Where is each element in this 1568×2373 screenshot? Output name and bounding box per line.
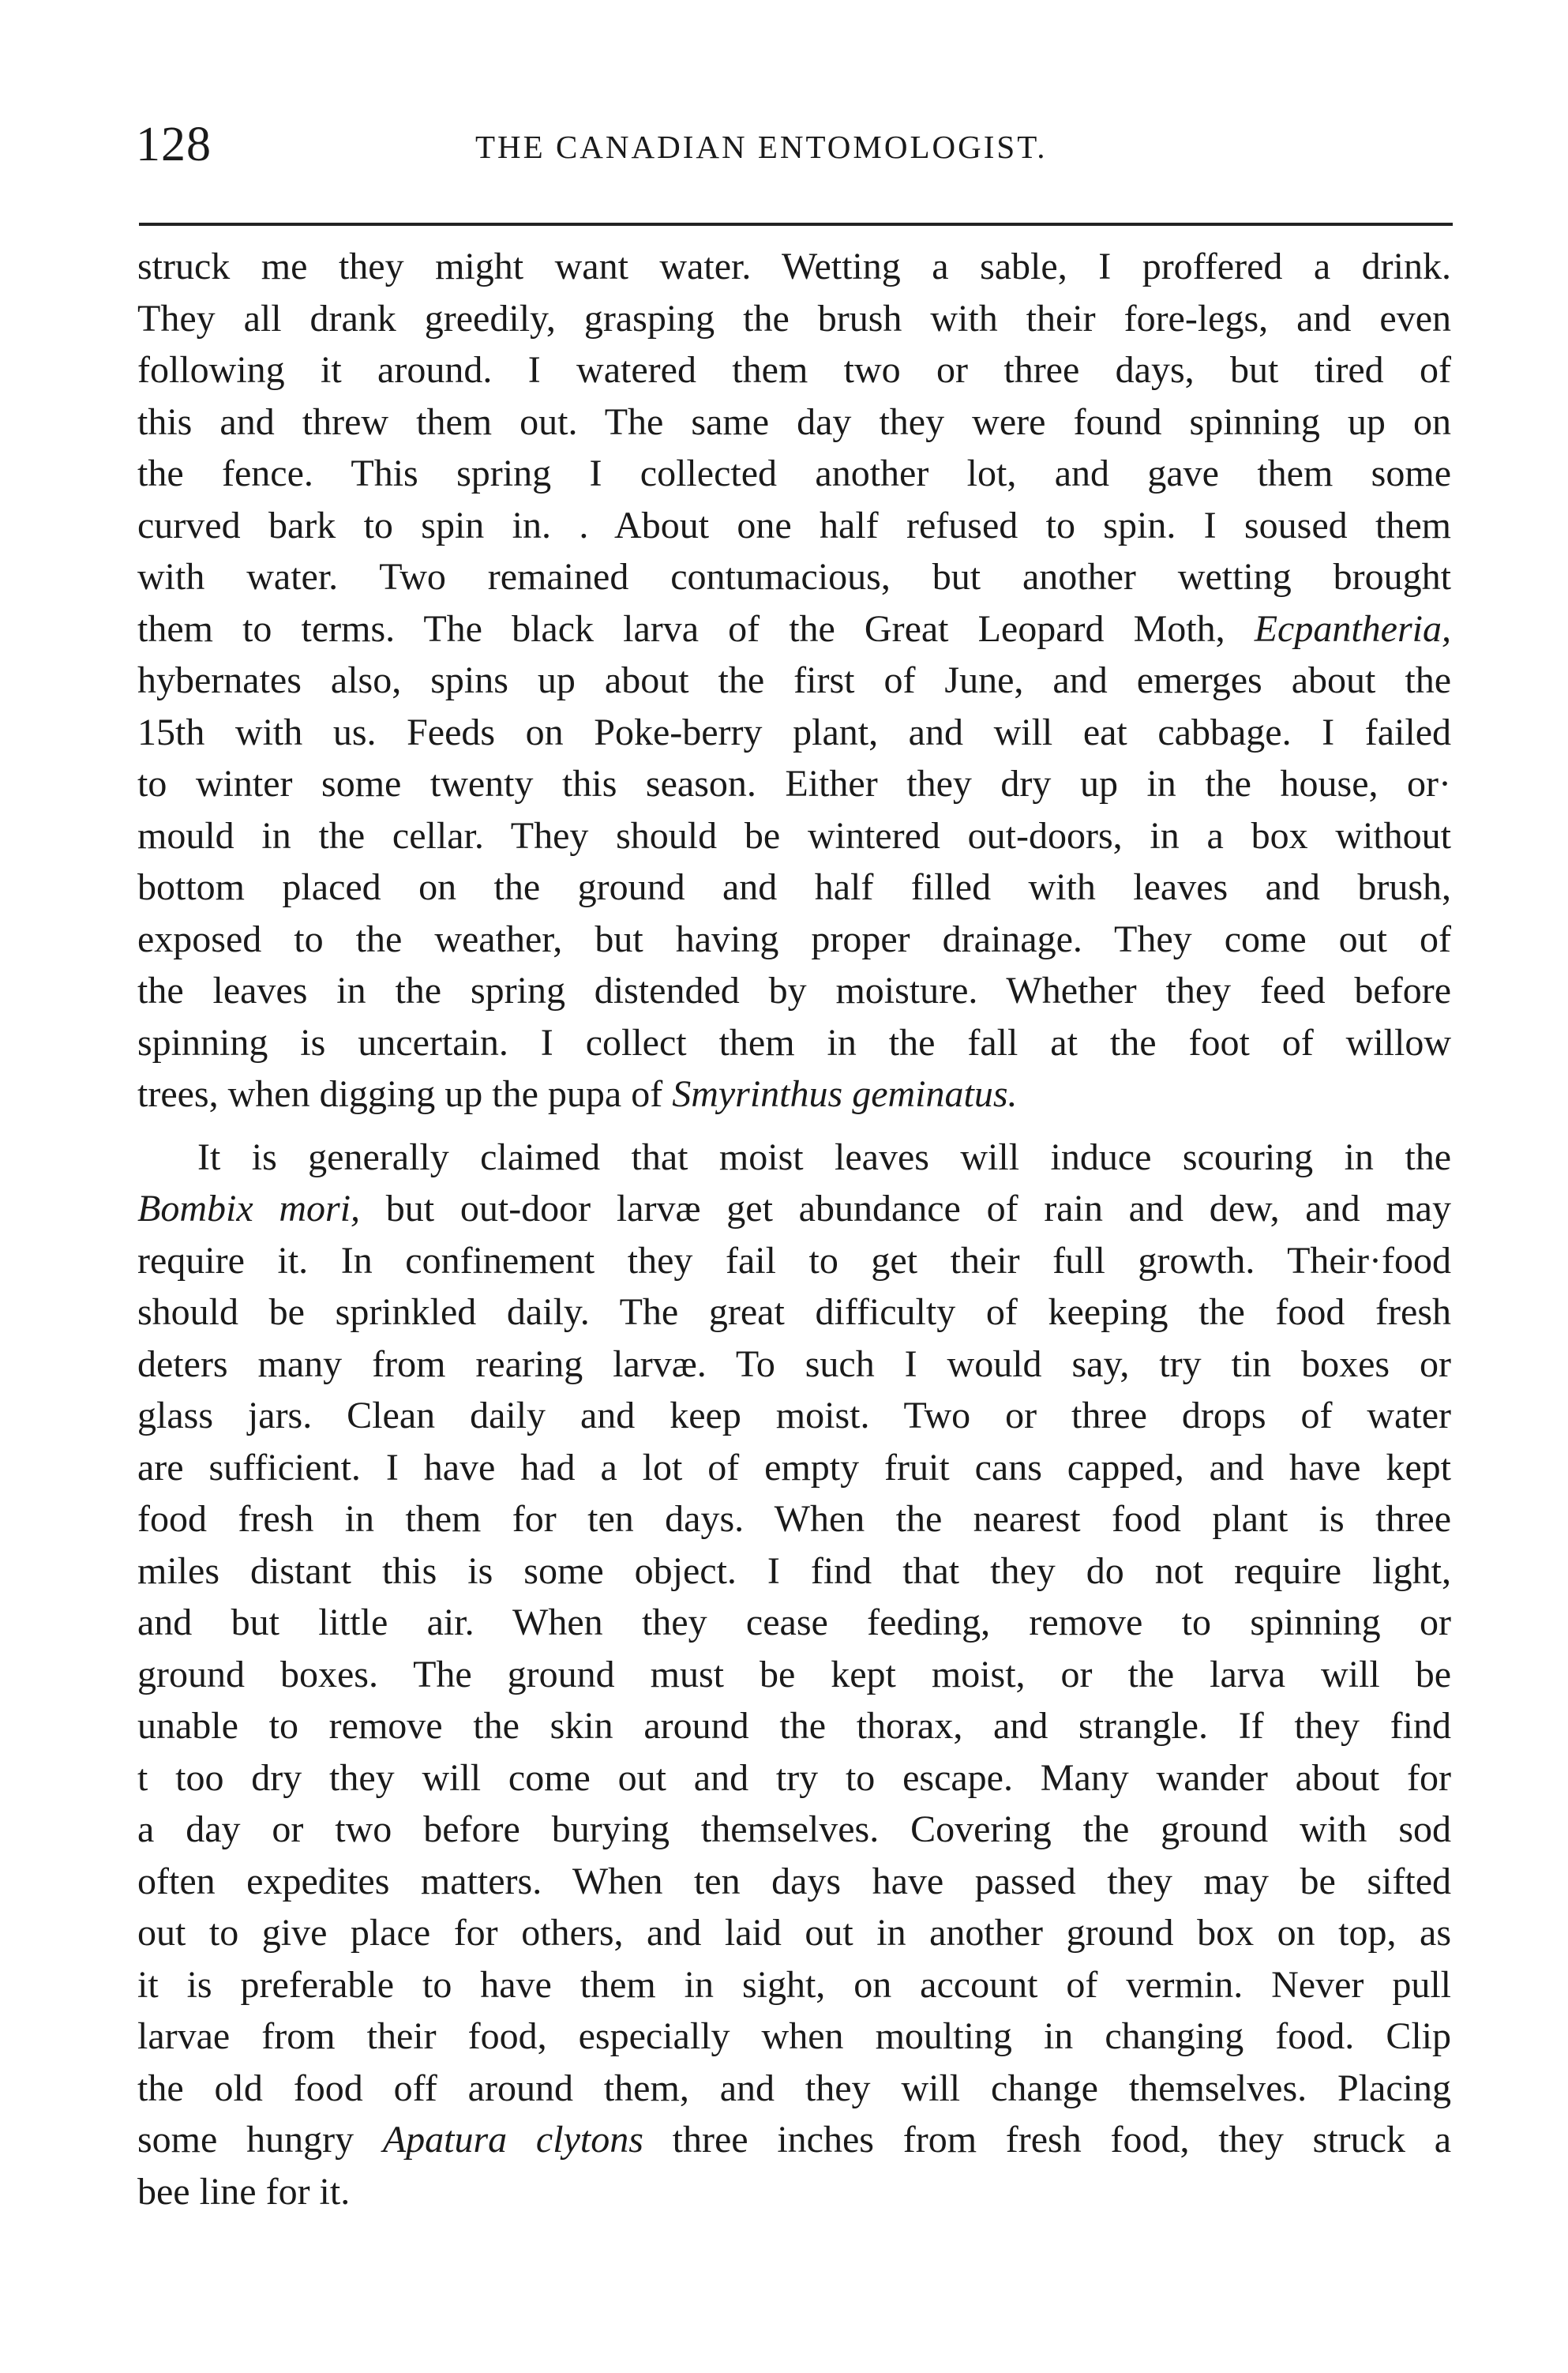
text-line: food fresh in them for ten days. When the nearest food plant is three bbox=[137, 1498, 1451, 1540]
text-segment: three inches from fresh food, they struck a bbox=[643, 2119, 1452, 2161]
text-line: the old food off around them, and they will change themselves. Placing bbox=[137, 2067, 1451, 2109]
text-line: following it around. I watered them two or three days, but tired of bbox=[137, 349, 1451, 391]
text-line: bee line for it. bbox=[137, 2170, 351, 2213]
species-name: Apatura clytons bbox=[382, 2119, 643, 2161]
page-number: 128 bbox=[136, 118, 212, 171]
text-line bbox=[137, 1068, 1451, 1121]
text-line: exposed to the weather, but having proper drainage. They come out of bbox=[137, 918, 1451, 960]
paragraph bbox=[137, 241, 1451, 1121]
text-line: often expedites matters. When ten days have passed they may be sifted bbox=[137, 1860, 1451, 1902]
species-name: Ecpantheria, bbox=[1254, 607, 1451, 650]
text-segment: them to terms. The black larva of the Great Leopard Moth, bbox=[137, 607, 1255, 650]
text-line: this and threw them out. The same day they were found spinning up on bbox=[137, 400, 1451, 443]
text-line: miles distant this is some object. I find that they do not require light, bbox=[137, 1549, 1451, 1592]
text-line: ground boxes. The ground must be kept moist, or the larva will be bbox=[137, 1653, 1451, 1695]
text-line: glass jars. Clean daily and keep moist. Two or three drops of water bbox=[137, 1395, 1451, 1436]
text-line: deters many from rearing larvæ. To such I would say, try tin boxes or bbox=[137, 1342, 1451, 1385]
text-line: the leaves in the spring distended by moisture. Whether they feed before bbox=[137, 970, 1451, 1012]
text-line: hybernates also, spins up about the first of June, and emerges about the bbox=[137, 659, 1451, 701]
text-line bbox=[137, 1183, 1451, 1235]
header-rule bbox=[139, 223, 1453, 226]
species-name: Smyrinthus geminatus. bbox=[672, 1073, 1018, 1115]
text-line: and but little air. When they cease feeding, remove to spinning or bbox=[137, 1601, 1451, 1643]
paragraph bbox=[137, 1132, 1451, 2218]
text-line: bottom placed on the ground and half filled with leaves and brush, bbox=[137, 866, 1451, 908]
paragraph-gap bbox=[137, 1121, 1451, 1132]
text-segment: but out-door larvæ get abundance of rain and dew, and may bbox=[360, 1188, 1451, 1230]
species-name: Bombix mori, bbox=[137, 1188, 361, 1230]
text-line: to winter some twenty this season. Either they dry up in the house, or· bbox=[137, 763, 1451, 805]
text-line: require it. In confinement they fail to get their full growth. Their·food bbox=[137, 1239, 1451, 1282]
text-line: are sufficient. I have had a lot of empty fruit cans capped, and have kept bbox=[137, 1446, 1451, 1489]
text-line: the fence. This spring I collected another lot, and gave them some bbox=[137, 452, 1451, 494]
text-line: It is generally claimed that moist leaves will induce scouring in the bbox=[197, 1136, 1451, 1178]
text-line: mould in the cellar. They should be wintered out-doors, in a box without bbox=[137, 814, 1451, 857]
text-line: spinning is uncertain. I collect them in the fall at the foot of willow bbox=[137, 1021, 1451, 1064]
running-head: THE CANADIAN ENTOMOLOGIST. bbox=[475, 129, 1048, 165]
text-segment: some hungry bbox=[137, 2119, 383, 2161]
text-line: unable to remove the skin around the thorax, and strangle. If they find bbox=[137, 1705, 1451, 1747]
text-segment: trees, when digging up the pupa of bbox=[137, 1073, 673, 1115]
text-line bbox=[137, 2114, 1451, 2166]
text-line: larvae from their food, especially when moulting in changing food. Clip bbox=[137, 2015, 1451, 2057]
text-line: They all drank greedily, grasping the brush with their fore-legs, and even bbox=[137, 297, 1451, 340]
text-line bbox=[137, 603, 1451, 655]
text-line: out to give place for others, and laid out in another ground box on top, as bbox=[137, 1912, 1451, 1954]
text-line: with water. Two remained contumacious, but another wetting brought bbox=[137, 556, 1451, 598]
text-line: struck me they might want water. Wetting a sable, I proffered a drink. bbox=[137, 246, 1451, 287]
text-line: should be sprinkled daily. The great difficulty of keeping the food fresh bbox=[137, 1291, 1451, 1333]
text-line: curved bark to spin in. . About one half refused to spin. I soused them bbox=[137, 504, 1451, 546]
text-line: it is preferable to have them in sight, on account of vermin. Never pull bbox=[137, 1963, 1451, 2006]
body-text bbox=[137, 241, 1451, 2217]
text-line: a day or two before burying themselves. Covering the ground with sod bbox=[137, 1808, 1451, 1850]
page-header bbox=[136, 117, 1454, 172]
text-line: t too dry they will come out and try to escape. Many wander about for bbox=[137, 1756, 1451, 1799]
text-line: 15th with us. Feeds on Poke-berry plant, and will eat cabbage. I failed bbox=[137, 711, 1451, 753]
